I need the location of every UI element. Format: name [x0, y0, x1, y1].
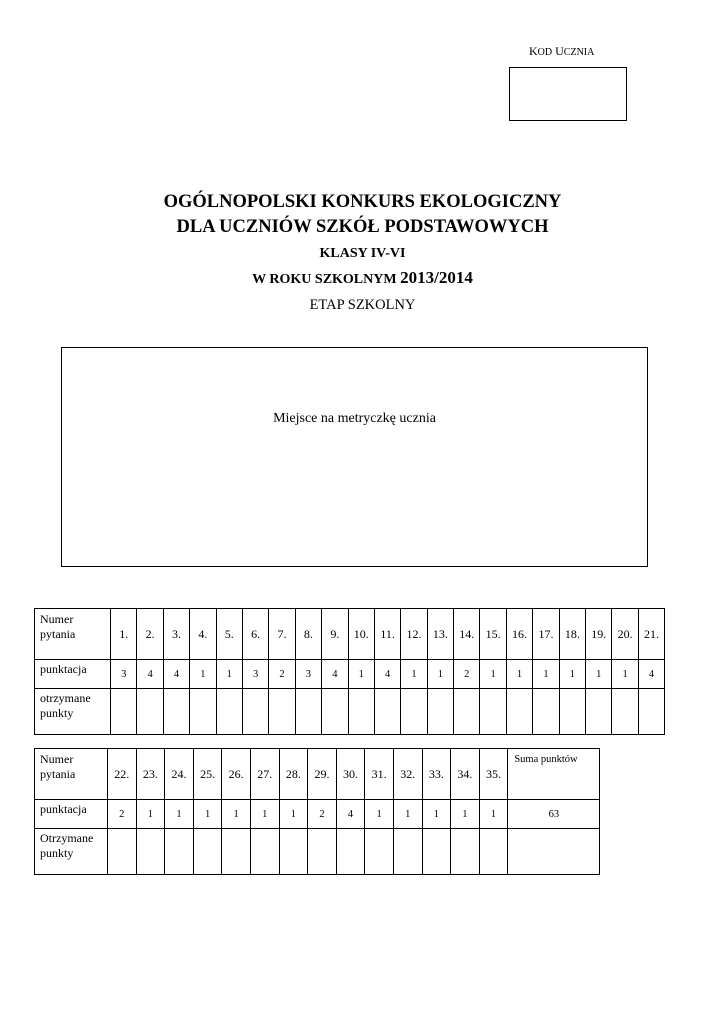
title-line-1: OGÓLNOPOLSKI KONKURS EKOLOGICZNY: [163, 192, 562, 212]
row-label-otrzymane: otrzymane punkty: [35, 689, 111, 735]
question-number-cell: 18.: [559, 609, 585, 660]
suma-label: Suma punktów: [508, 749, 600, 800]
question-number-cell: 32.: [393, 749, 422, 800]
max-points-cell: 2: [269, 660, 295, 689]
max-points-cell: 1: [190, 660, 216, 689]
school-year: 2013/2014: [400, 268, 473, 287]
row-label-punktacja: punktacja: [35, 800, 108, 829]
question-number-cell: 29.: [308, 749, 337, 800]
max-points-cell: 4: [374, 660, 400, 689]
points-row: [35, 800, 600, 829]
metryczka-label: Miejsce na metryczkę ucznia: [273, 411, 436, 426]
score-table-2: [34, 748, 600, 875]
received-points-input-cell[interactable]: [250, 829, 279, 875]
title-line-3: KLASY IV-VI: [319, 246, 406, 261]
question-number-cell: 27.: [250, 749, 279, 800]
received-points-input-cell[interactable]: [533, 689, 559, 735]
received-points-input-cell[interactable]: [427, 689, 453, 735]
received-points-input-cell[interactable]: [137, 689, 163, 735]
received-points-input-cell[interactable]: [308, 829, 337, 875]
max-points-cell: 1: [506, 660, 532, 689]
max-points-cell: 1: [533, 660, 559, 689]
max-points-cell: 3: [242, 660, 268, 689]
max-points-cell: 1: [479, 800, 508, 829]
question-number-cell: 31.: [365, 749, 394, 800]
received-points-input-cell[interactable]: [559, 689, 585, 735]
received-points-input-cell[interactable]: [480, 689, 506, 735]
max-points-cell: 1: [348, 660, 374, 689]
received-points-input-cell[interactable]: [586, 689, 612, 735]
question-number-cell: 3.: [163, 609, 189, 660]
max-points-cell: 1: [422, 800, 451, 829]
row-label-otrzymane: Otrzymane punkty: [35, 829, 108, 875]
title-block: [0, 190, 725, 315]
received-points-input-cell[interactable]: [269, 689, 295, 735]
max-points-cell: 2: [308, 800, 337, 829]
question-number-cell: 10.: [348, 609, 374, 660]
received-points-row: [35, 829, 600, 875]
question-number-cell: 16.: [506, 609, 532, 660]
question-number-cell: 13.: [427, 609, 453, 660]
received-points-input-cell[interactable]: [612, 689, 638, 735]
received-points-input-cell[interactable]: [365, 829, 394, 875]
max-points-cell: 1: [427, 660, 453, 689]
question-number-cell: 9.: [322, 609, 348, 660]
kod-ucznia-box[interactable]: [509, 67, 627, 121]
max-points-cell: 3: [111, 660, 137, 689]
score-table-1: [34, 608, 665, 735]
max-points-cell: 1: [250, 800, 279, 829]
question-number-row: [35, 609, 665, 660]
max-points-cell: 1: [165, 800, 194, 829]
received-points-input-cell[interactable]: [216, 689, 242, 735]
question-number-cell: 30.: [336, 749, 365, 800]
max-points-cell: 1: [279, 800, 308, 829]
question-number-cell: 28.: [279, 749, 308, 800]
received-points-input-cell[interactable]: [638, 689, 664, 735]
title-line-2: DLA UCZNIÓW SZKÓŁ PODSTAWOWYCH: [176, 217, 549, 237]
max-points-cell: 1: [480, 660, 506, 689]
question-number-cell: 34.: [451, 749, 480, 800]
received-points-input-cell[interactable]: [279, 829, 308, 875]
question-number-cell: 23.: [136, 749, 165, 800]
max-points-cell: 1: [136, 800, 165, 829]
received-points-input-cell[interactable]: [336, 829, 365, 875]
title-line-5: ETAP SZKOLNY: [309, 297, 416, 313]
received-points-input-cell[interactable]: [348, 689, 374, 735]
question-number-cell: 25.: [193, 749, 222, 800]
max-points-cell: 1: [193, 800, 222, 829]
question-number-cell: 19.: [586, 609, 612, 660]
row-label-numer: Numer pytania: [35, 609, 111, 660]
received-points-input-cell[interactable]: [165, 829, 194, 875]
max-points-cell: 1: [365, 800, 394, 829]
question-number-cell: 8.: [295, 609, 321, 660]
title-line-4-prefix: W ROKU SZKOLNYM: [252, 272, 401, 287]
max-points-cell: 1: [401, 660, 427, 689]
question-number-cell: 33.: [422, 749, 451, 800]
max-points-cell: 1: [586, 660, 612, 689]
received-points-input-cell[interactable]: [401, 689, 427, 735]
max-points-cell: 2: [108, 800, 137, 829]
points-row: [35, 660, 665, 689]
max-points-cell: 1: [216, 660, 242, 689]
question-number-cell: 7.: [269, 609, 295, 660]
received-points-input-cell[interactable]: [190, 689, 216, 735]
max-points-cell: 2: [454, 660, 480, 689]
max-points-cell: 1: [393, 800, 422, 829]
question-number-cell: 5.: [216, 609, 242, 660]
question-number-cell: 24.: [165, 749, 194, 800]
max-points-cell: 4: [336, 800, 365, 829]
question-number-cell: 2.: [137, 609, 163, 660]
question-number-cell: 26.: [222, 749, 251, 800]
received-points-input-cell[interactable]: [454, 689, 480, 735]
question-number-cell: 12.: [401, 609, 427, 660]
question-number-cell: 11.: [374, 609, 400, 660]
max-points-cell: 1: [222, 800, 251, 829]
received-points-input-cell[interactable]: [479, 829, 508, 875]
received-points-input-cell[interactable]: [506, 689, 532, 735]
question-number-cell: 22.: [108, 749, 137, 800]
max-points-cell: 1: [612, 660, 638, 689]
question-number-row: [35, 749, 600, 800]
suma-value: 63: [508, 800, 600, 829]
received-points-input-cell[interactable]: [136, 829, 165, 875]
kod-ucznia-label: KOD UCZNIA: [529, 44, 595, 58]
question-number-cell: 35.: [479, 749, 508, 800]
question-number-cell: 14.: [454, 609, 480, 660]
received-points-input-cell[interactable]: [451, 829, 480, 875]
question-number-cell: 15.: [480, 609, 506, 660]
question-number-cell: 20.: [612, 609, 638, 660]
suma-received-input-cell[interactable]: [508, 829, 600, 875]
question-number-cell: 21.: [638, 609, 664, 660]
received-points-input-cell[interactable]: [222, 829, 251, 875]
max-points-cell: 1: [559, 660, 585, 689]
received-points-input-cell[interactable]: [111, 689, 137, 735]
max-points-cell: 4: [322, 660, 348, 689]
received-points-input-cell[interactable]: [108, 829, 137, 875]
metryczka-box[interactable]: [61, 347, 648, 567]
row-label-numer: Numer pytania: [35, 749, 108, 800]
received-points-input-cell[interactable]: [193, 829, 222, 875]
max-points-cell: 3: [295, 660, 321, 689]
received-points-row: [35, 689, 665, 735]
received-points-input-cell[interactable]: [393, 829, 422, 875]
received-points-input-cell[interactable]: [242, 689, 268, 735]
question-number-cell: 6.: [242, 609, 268, 660]
max-points-cell: 1: [451, 800, 480, 829]
received-points-input-cell[interactable]: [322, 689, 348, 735]
received-points-input-cell[interactable]: [374, 689, 400, 735]
received-points-input-cell[interactable]: [295, 689, 321, 735]
received-points-input-cell[interactable]: [422, 829, 451, 875]
max-points-cell: 4: [638, 660, 664, 689]
question-number-cell: 1.: [111, 609, 137, 660]
question-number-cell: 17.: [533, 609, 559, 660]
max-points-cell: 4: [137, 660, 163, 689]
question-number-cell: 4.: [190, 609, 216, 660]
received-points-input-cell[interactable]: [163, 689, 189, 735]
title-line-4: [0, 268, 725, 290]
row-label-punktacja: punktacja: [35, 660, 111, 689]
max-points-cell: 4: [163, 660, 189, 689]
